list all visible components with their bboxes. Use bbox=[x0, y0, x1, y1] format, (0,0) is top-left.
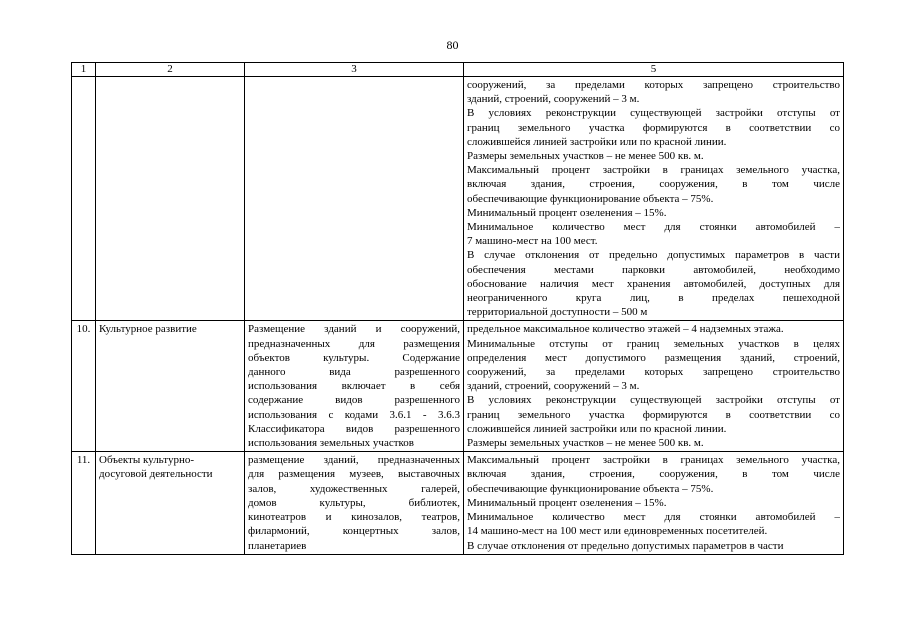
text-line: кинотеатров и кинозалов, театров, bbox=[248, 511, 460, 524]
parameter-paragraph bbox=[467, 106, 840, 149]
text-line: филармоний, концертных залов, bbox=[248, 525, 460, 538]
text-line: Минимальные отступы от границ земельных участков в целях bbox=[467, 337, 840, 350]
text-line: Размеры земельных участков – не менее 500 кв. м. bbox=[467, 150, 704, 163]
page-number: 80 bbox=[446, 38, 459, 52]
text-line: Максимальный процент застройки в границах земельного участка, bbox=[467, 454, 840, 467]
text-line: сооружений, за пределами которых запрещено строительство bbox=[467, 366, 840, 379]
parameters-cell bbox=[464, 77, 844, 321]
text-line: домов культуры, библиотек, bbox=[248, 496, 460, 509]
use-type-name bbox=[96, 77, 245, 321]
text-line: В случае отклонения от предельно допустимых параметров в части bbox=[467, 249, 840, 262]
row-number: 10. bbox=[72, 321, 96, 452]
header-col-2: 2 bbox=[96, 63, 245, 77]
parameter-paragraph bbox=[467, 206, 840, 220]
text-line: использования земельных участков bbox=[248, 437, 414, 450]
text-line: 7 машино-мест на 100 мест. bbox=[467, 235, 598, 248]
parameters-cell bbox=[464, 452, 844, 554]
text-line: объектов культуры. Содержание bbox=[248, 351, 460, 364]
use-type-description bbox=[245, 77, 464, 321]
parameter-paragraph bbox=[467, 496, 840, 510]
parameter-paragraph bbox=[467, 220, 840, 248]
text-line: сооружений, за пределами которых запрещено строительство bbox=[467, 79, 840, 91]
text-line: данного вида разрешенного bbox=[248, 366, 460, 379]
table-row bbox=[72, 77, 844, 321]
text-line: Размеры земельных участков – не менее 500 кв. м. bbox=[467, 437, 704, 450]
use-type-description bbox=[245, 321, 464, 452]
parameter-paragraph bbox=[467, 78, 840, 106]
text-line: зданий, строений, сооружений – 3 м. bbox=[467, 380, 640, 393]
text-line: Минимальный процент озеленения – 15%. bbox=[467, 206, 667, 219]
text-line: досуговой деятельности bbox=[99, 468, 213, 481]
text-line: Минимальное количество мест для стоянки автомобилей – bbox=[467, 221, 840, 234]
text-line: Размещение зданий и сооружений, bbox=[248, 323, 460, 336]
header-col-1: 1 bbox=[72, 63, 96, 77]
header-col-3: 3 bbox=[245, 63, 464, 77]
text-line: границ земельного участка формируются в соответствии со bbox=[467, 408, 840, 421]
parameter-paragraph bbox=[467, 393, 840, 436]
text-line: обеспечивающие функционирование объекта – 75%. bbox=[467, 482, 714, 495]
text-line: включая здания, строения, сооружения, в том числе bbox=[467, 178, 840, 191]
text-line: Минимальное количество мест для стоянки автомобилей – bbox=[467, 511, 840, 524]
parameter-paragraph bbox=[467, 510, 840, 538]
parameter-paragraph bbox=[467, 436, 840, 450]
header-col-5: 5 bbox=[464, 63, 844, 77]
text-line: определения мест допустимого размещения зданий, строений, bbox=[467, 351, 840, 364]
text-line: Максимальный процент застройки в границах земельного участка, bbox=[467, 164, 840, 177]
text-line: планетариев bbox=[248, 539, 307, 552]
parameter-paragraph bbox=[467, 322, 840, 336]
use-type-name bbox=[96, 321, 245, 452]
table-row bbox=[72, 452, 844, 554]
text-line: обеспечивающие функционирование объекта – 75%. bbox=[467, 192, 714, 205]
text-line: включая здания, строения, сооружения, в том числе bbox=[467, 468, 840, 481]
text-line: Классификатора видов разрешенного bbox=[248, 422, 460, 435]
text-line: зданий, строений, сооружений – 3 м. bbox=[467, 93, 640, 106]
text-line: использования с кодами 3.6.1 - 3.6.3 bbox=[248, 408, 460, 421]
use-type-name bbox=[96, 452, 245, 554]
parameter-paragraph bbox=[467, 453, 840, 496]
text-line: сложившейся линией застройки или по красной линии. bbox=[467, 422, 727, 435]
header-row bbox=[72, 63, 844, 77]
text-line: предназначенных для размещения bbox=[248, 337, 460, 350]
text-line: обоснование наличия мест хранения автомобилей, доступных для bbox=[467, 277, 840, 290]
text-line: территориальной доступности – 500 м bbox=[467, 306, 648, 319]
text-line: Минимальный процент озеленения – 15%. bbox=[467, 496, 667, 509]
parameters-cell bbox=[464, 321, 844, 452]
text-line: предельное максимальное количество этажей – 4 надземных этажа. bbox=[467, 323, 784, 336]
row-number: 11. bbox=[72, 452, 96, 554]
row-number bbox=[72, 77, 96, 321]
text-line: сложившейся линией застройки или по красной линии. bbox=[467, 135, 727, 148]
text-line: залов, художественных галерей, bbox=[248, 482, 460, 495]
text-line: для размещения музеев, выставочных bbox=[248, 468, 460, 481]
text-line: размещение зданий, предназначенных bbox=[248, 454, 460, 467]
parameter-paragraph bbox=[467, 149, 840, 163]
text-line: границ земельного участка формируются в соответствии со bbox=[467, 121, 840, 134]
text-line: Культурное развитие bbox=[99, 323, 197, 336]
text-line: использования включает в себя bbox=[248, 380, 460, 393]
text-line: В условиях реконструкции существующей застройки отступы от bbox=[467, 107, 840, 120]
parameter-paragraph bbox=[467, 539, 840, 553]
text-line: обеспечения местами парковки автомобилей, необходимо bbox=[467, 263, 840, 276]
text-line: В условиях реконструкции существующей застройки отступы от bbox=[467, 394, 840, 407]
text-line: неограниченного круга лиц, в пределах пешеходной bbox=[467, 292, 840, 305]
text-line: 14 машино-мест на 100 мест или единовременных посетителей. bbox=[467, 525, 768, 538]
text-line: В случае отклонения от предельно допустимых параметров в части bbox=[467, 539, 784, 552]
parameter-paragraph bbox=[467, 337, 840, 394]
table-row bbox=[72, 321, 844, 452]
parameter-paragraph bbox=[467, 248, 840, 319]
parameter-paragraph bbox=[467, 163, 840, 206]
use-type-description bbox=[245, 452, 464, 554]
land-use-table bbox=[71, 62, 844, 555]
text-line: Объекты культурно- bbox=[99, 454, 194, 467]
text-line: содержание видов разрешенного bbox=[248, 394, 460, 407]
